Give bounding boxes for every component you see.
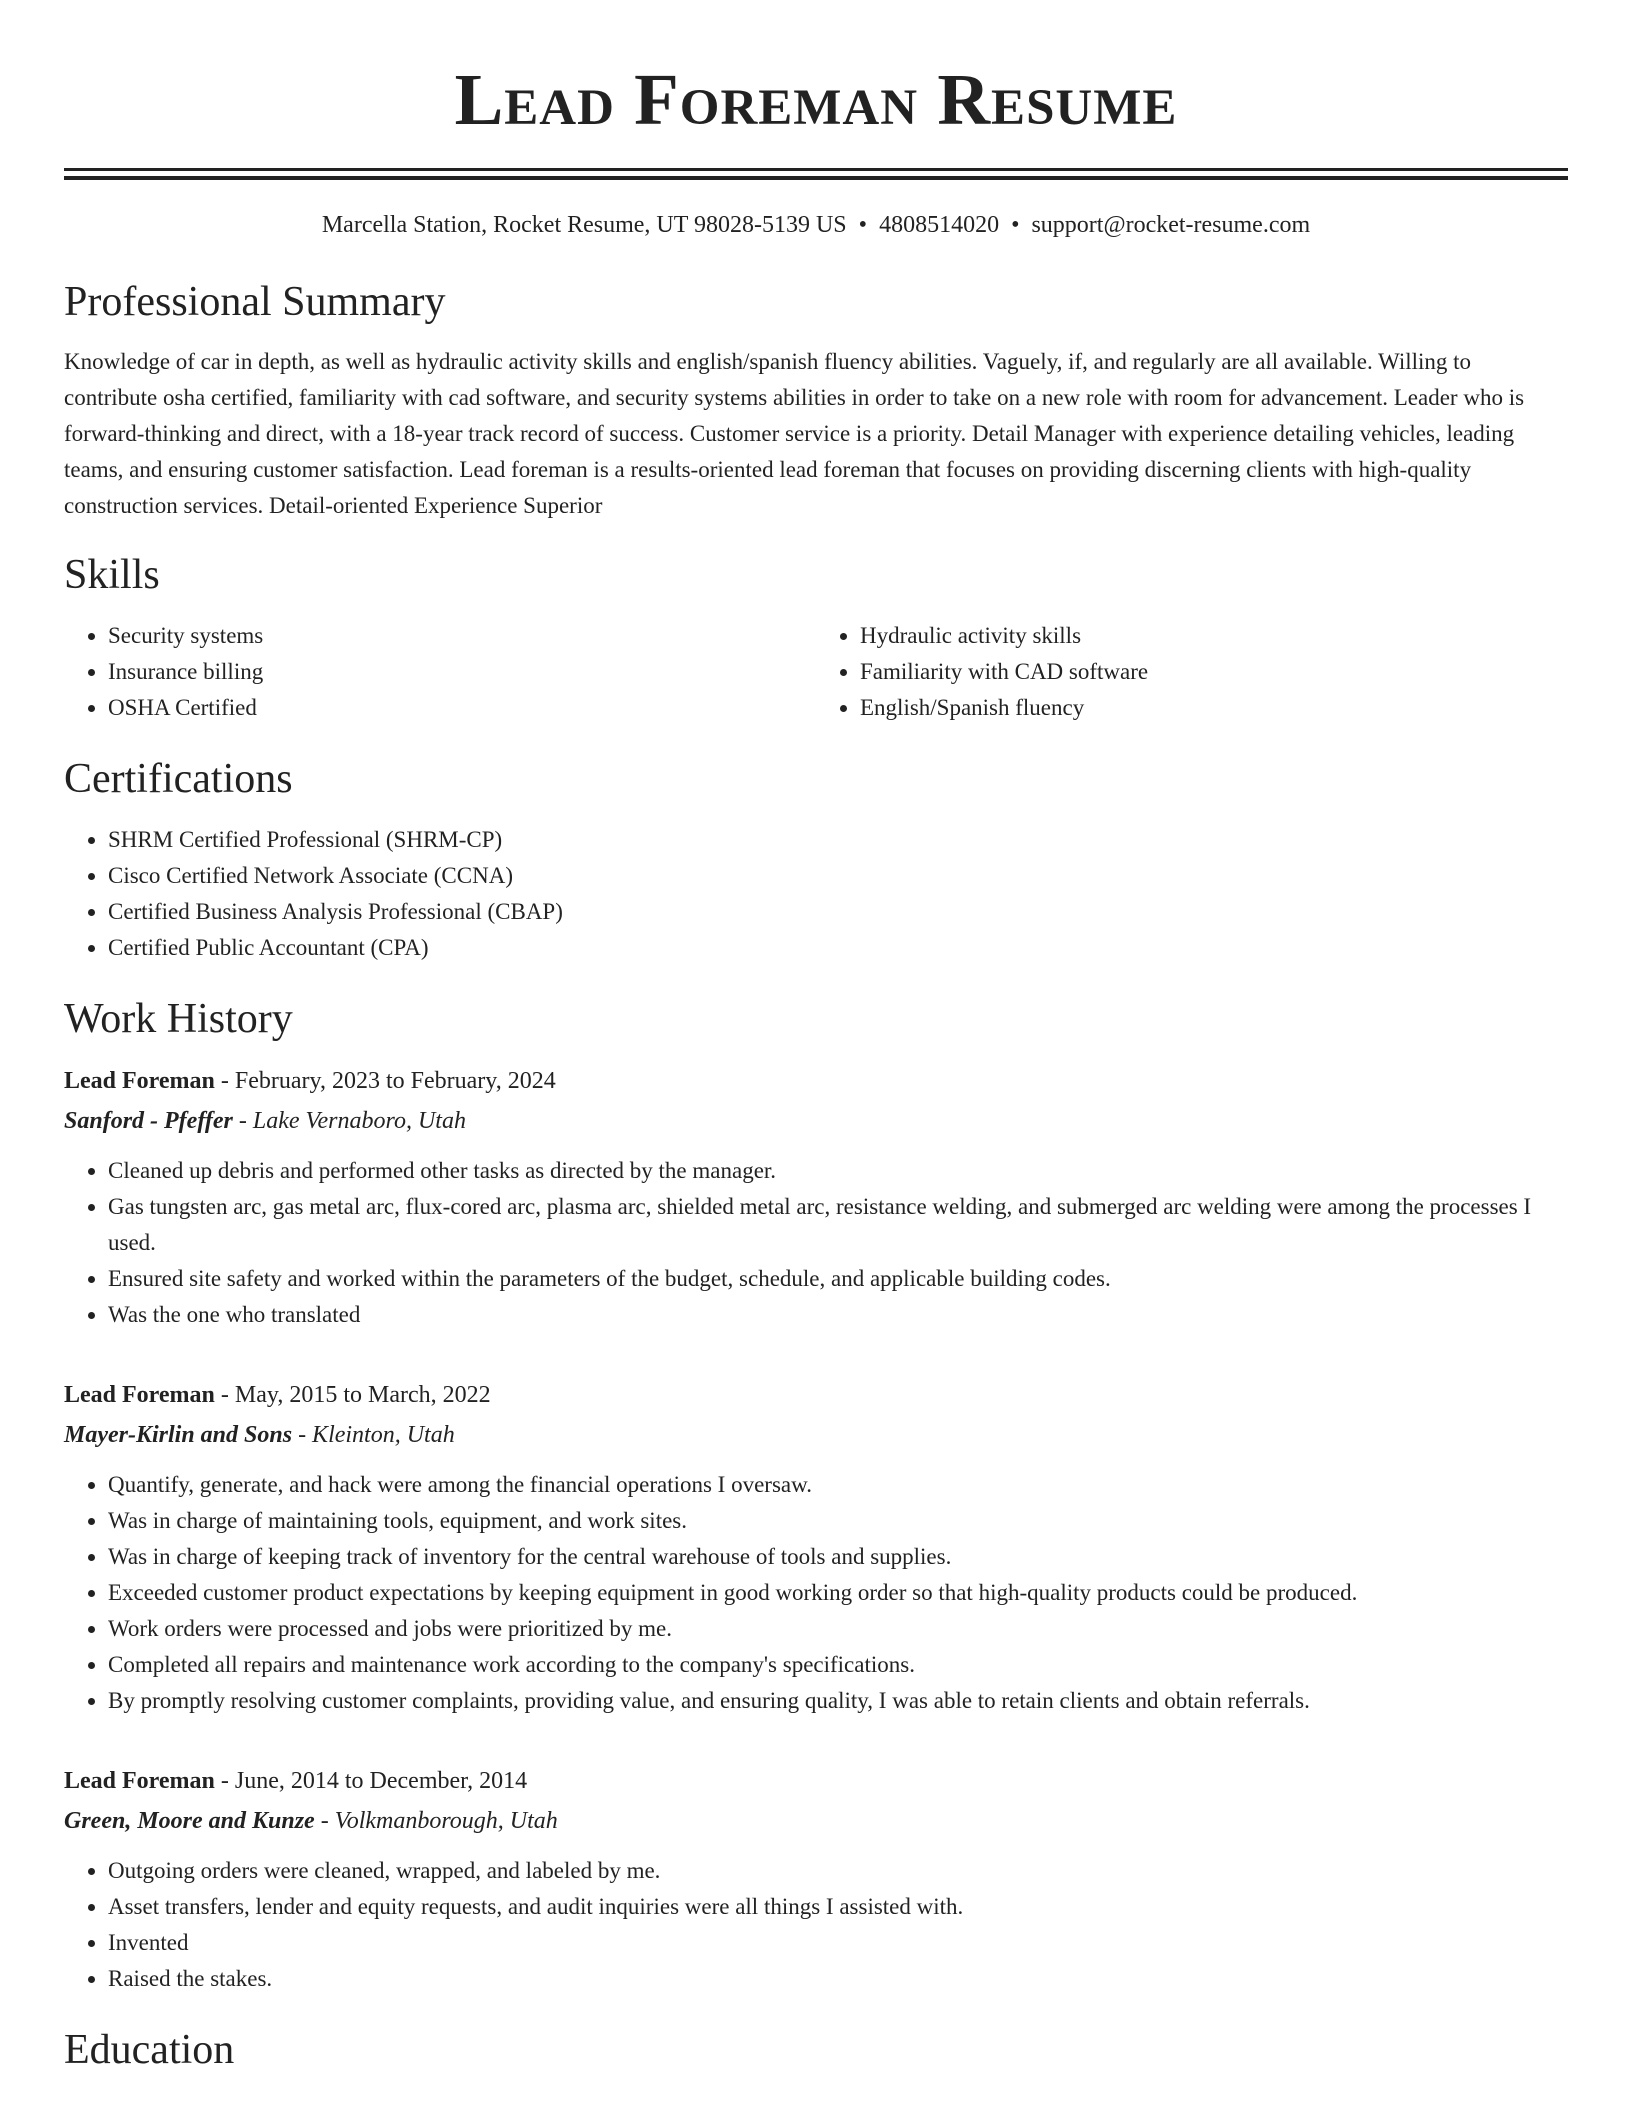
job-entry bbox=[64, 1761, 1568, 1997]
contact-separator: • bbox=[1011, 212, 1020, 238]
section-heading-work-history: Work History bbox=[64, 996, 293, 1043]
job-dates: - May, 2015 to March, 2022 bbox=[214, 1381, 491, 1408]
resume-title: Lead Foreman Resume bbox=[454, 59, 1178, 140]
job-bullet: • Work orders were processed and jobs were prioritized by me. bbox=[108, 1611, 1568, 1647]
skill-item: • Hydraulic activity skills bbox=[860, 618, 1568, 654]
job-company-line bbox=[64, 1415, 1568, 1455]
skills-section bbox=[64, 550, 1568, 726]
job-bullet: • Asset transfers, lender and equity requests, and audit inquiries were all things I assisted with. bbox=[108, 1889, 1568, 1925]
skill-item: • Insurance billing bbox=[108, 654, 816, 690]
job-location: - Kleinton, Utah bbox=[292, 1421, 455, 1448]
certification-item: • Certified Public Accountant (CPA) bbox=[108, 930, 1568, 966]
contact-address: Marcella Station, Rocket Resume, UT 98028-5139 US bbox=[321, 212, 847, 238]
title-divider bbox=[64, 168, 1568, 180]
job-role: Lead Foreman bbox=[64, 1767, 215, 1794]
job-location: - Volkmanborough, Utah bbox=[314, 1807, 558, 1834]
job-bullets bbox=[64, 1153, 1568, 1333]
job-bullet: • Ensured site safety and worked within the parameters of the budget, schedule, and applicable building codes. bbox=[108, 1261, 1568, 1297]
skill-item: • English/Spanish fluency bbox=[860, 690, 1568, 726]
contact-phone: 4808514020 bbox=[879, 212, 1000, 238]
job-company: Green, Moore and Kunze bbox=[64, 1807, 315, 1834]
job-bullet: • Completed all repairs and maintenance work according to the company's specifications. bbox=[108, 1647, 1568, 1683]
certifications-section bbox=[64, 754, 1568, 966]
job-bullet: • Gas tungsten arc, gas metal arc, flux-cored arc, plasma arc, shielded metal arc, resistance welding, and submerged arc welding were among the processes I used. bbox=[108, 1189, 1568, 1261]
summary-text: Knowledge of car in depth, as well as hydraulic activity skills and english/spanish fluency abilities. Vaguely, if, and regularly are all available. Willing to contribute osha certified, familiarity with cad software, and security systems abilities in order to take on a new role with room for advancement. Leader who is forward-thinking and direct, with a 18-year track record of success. Customer service is a priority. Detail Manager with experience detailing vehicles, leading teams, and ensuring customer satisfaction. Lead foreman is a results-oriented lead foreman that focuses on providing discerning clients with high-quality construction services. Detail-oriented Experience Superior bbox=[64, 348, 1525, 518]
skill-item: • Familiarity with CAD software bbox=[860, 654, 1568, 690]
job-bullet: • Invented bbox=[108, 1925, 1568, 1961]
contact-line bbox=[64, 210, 1568, 241]
job-bullet: • Exceeded customer product expectations by keeping equipment in good working order so that high-quality products could be produced. bbox=[108, 1575, 1568, 1611]
section-heading-education: Education bbox=[64, 2026, 235, 2073]
skills-grid bbox=[64, 618, 1568, 726]
section-heading-summary: Professional Summary bbox=[64, 279, 446, 326]
section-heading-skills: Skills bbox=[64, 551, 160, 598]
professional-summary-section bbox=[64, 277, 1568, 523]
job-bullet: • Raised the stakes. bbox=[108, 1961, 1568, 1997]
skills-list-right bbox=[816, 618, 1568, 726]
contact-email: support@rocket-resume.com bbox=[1031, 212, 1311, 238]
contact-separator: • bbox=[858, 212, 868, 238]
skills-list-left bbox=[64, 618, 816, 726]
job-company-line bbox=[64, 1101, 1568, 1141]
job-bullet: • Was in charge of maintaining tools, equipment, and work sites. bbox=[108, 1503, 1568, 1539]
job-location: - Lake Vernaboro, Utah bbox=[232, 1107, 466, 1134]
work-history-section bbox=[64, 994, 1568, 1996]
certification-item: • Cisco Certified Network Associate (CCNA) bbox=[108, 858, 1568, 894]
job-entry bbox=[64, 1061, 1568, 1333]
job-role: Lead Foreman bbox=[64, 1381, 215, 1408]
job-entry bbox=[64, 1375, 1568, 1719]
job-bullet: • Cleaned up debris and performed other tasks as directed by the manager. bbox=[108, 1153, 1568, 1189]
job-bullets bbox=[64, 1853, 1568, 1997]
job-dates: - June, 2014 to December, 2014 bbox=[214, 1767, 528, 1794]
certification-item: • Certified Business Analysis Professional (CBAP) bbox=[108, 894, 1568, 930]
job-bullet: • Was the one who translated bbox=[108, 1297, 1568, 1333]
job-bullet: • Was in charge of keeping track of inventory for the central warehouse of tools and supplies. bbox=[108, 1539, 1568, 1575]
job-bullets bbox=[64, 1467, 1568, 1719]
section-heading-certifications: Certifications bbox=[64, 755, 293, 802]
job-title-line bbox=[64, 1061, 1568, 1101]
skill-item: • Security systems bbox=[108, 618, 816, 654]
skill-item: • OSHA Certified bbox=[108, 690, 816, 726]
job-company: Sanford - Pfeffer bbox=[64, 1107, 233, 1134]
job-title-line bbox=[64, 1761, 1568, 1801]
job-dates: - February, 2023 to February, 2024 bbox=[214, 1067, 556, 1094]
job-title-line bbox=[64, 1375, 1568, 1415]
job-role: Lead Foreman bbox=[64, 1067, 215, 1094]
certification-item: • SHRM Certified Professional (SHRM-CP) bbox=[108, 822, 1568, 858]
job-bullet: • Outgoing orders were cleaned, wrapped, and labeled by me. bbox=[108, 1853, 1568, 1889]
job-company: Mayer-Kirlin and Sons bbox=[64, 1421, 293, 1448]
job-bullet: • By promptly resolving customer complaints, providing value, and ensuring quality, I was able to retain clients and obtain referrals. bbox=[108, 1683, 1568, 1719]
education-section bbox=[64, 2025, 1568, 2075]
job-company-line bbox=[64, 1801, 1568, 1841]
certifications-list bbox=[64, 822, 1568, 966]
job-bullet: • Quantify, generate, and hack were among the financial operations I oversaw. bbox=[108, 1467, 1568, 1503]
